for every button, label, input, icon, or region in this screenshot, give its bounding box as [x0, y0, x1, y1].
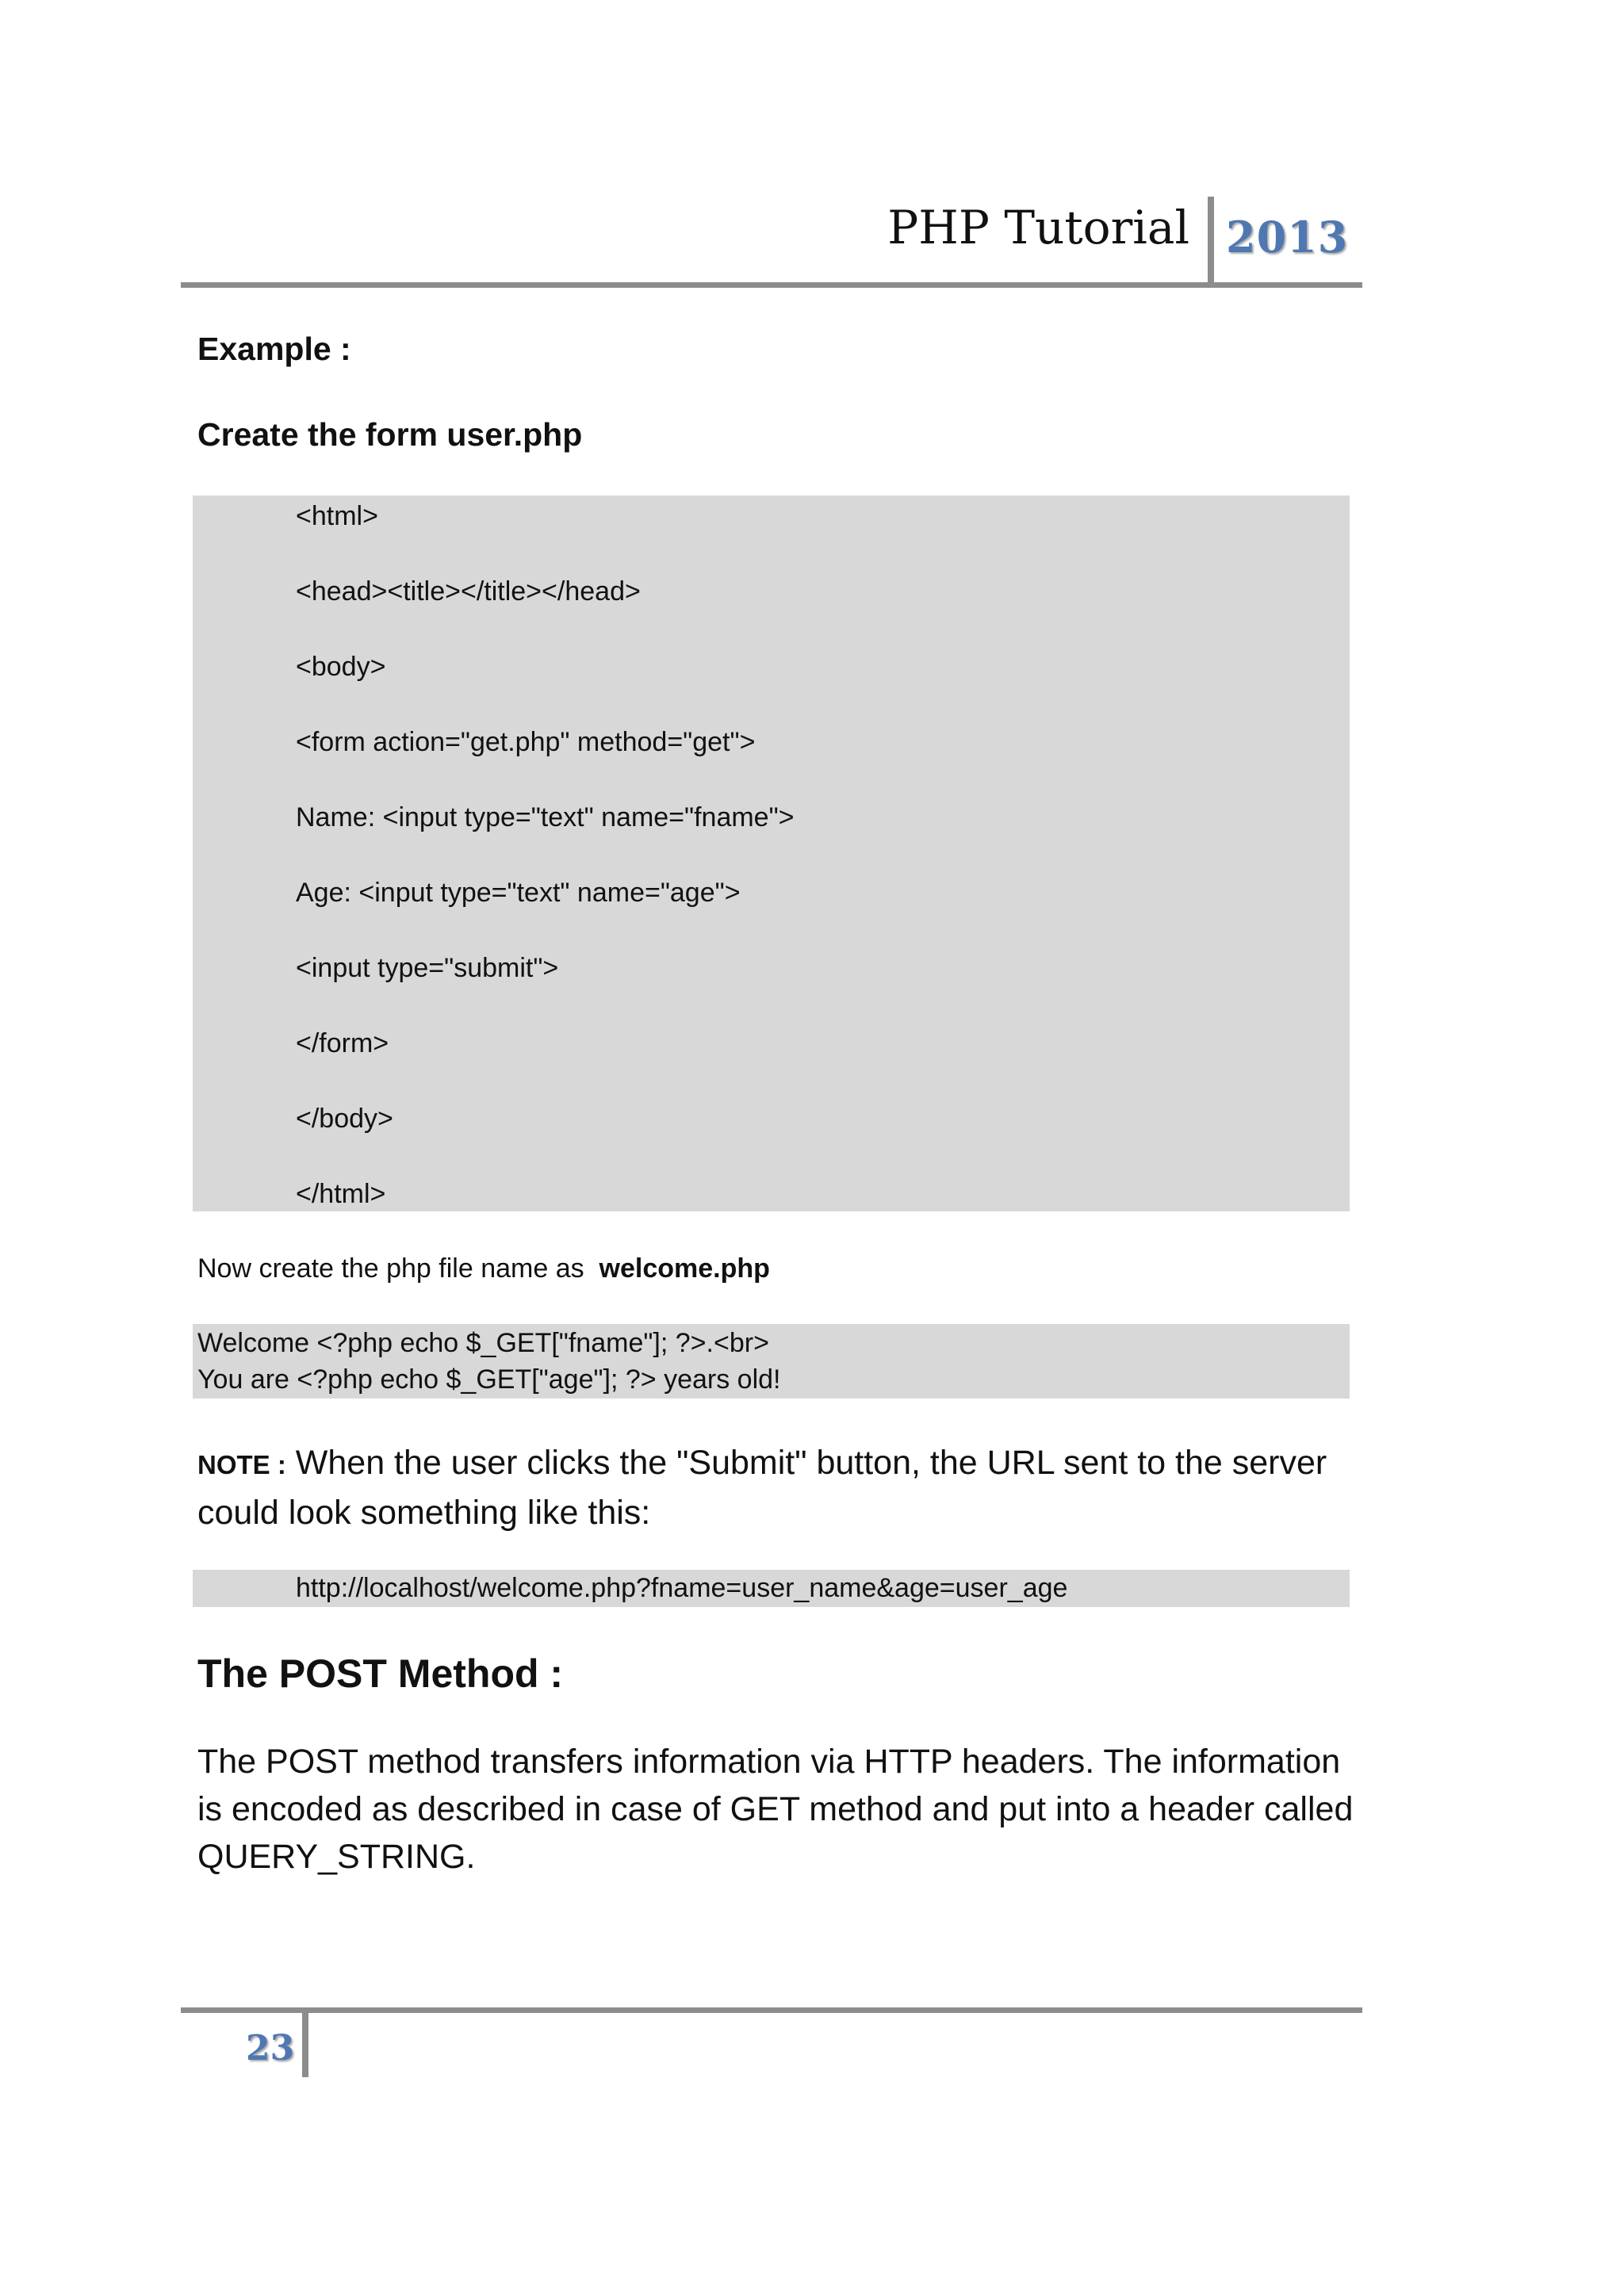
footer-rule [181, 2007, 1362, 2013]
welcome-filename: welcome.php [599, 1253, 770, 1284]
note-paragraph [197, 1439, 1355, 1536]
example-label: Example : [197, 331, 351, 367]
post-method-heading: The POST Method : [197, 1651, 564, 1696]
note-text: When the user clicks the "Submit" button, the URL sent to the server could look something like this: [197, 1444, 1327, 1532]
footer-divider [302, 2007, 308, 2077]
welcome-intro [197, 1253, 770, 1285]
code-line: <html> [296, 501, 378, 531]
code-line: </body> [296, 1104, 393, 1134]
document-title: PHP Tutorial [887, 201, 1189, 254]
document-year: 2013 [1226, 212, 1349, 262]
page-number: 23 [246, 2028, 295, 2068]
code-line: <form action="get.php" method="get"> [296, 727, 756, 757]
welcome-code-line: Welcome <?php echo $_GET["fname"]; ?>.<br> [197, 1328, 769, 1358]
header-divider [1208, 197, 1214, 285]
welcome-intro-text: Now create the php file name as [197, 1253, 584, 1284]
welcome-code-line: You are <?php echo $_GET["age"]; ?> years old! [197, 1364, 781, 1395]
form-heading: Create the form user.php [197, 416, 583, 453]
code-line: </form> [296, 1028, 389, 1058]
code-line: <head><title></title></head> [296, 576, 641, 607]
code-line: <body> [296, 652, 386, 682]
post-method-paragraph: The POST method transfers information via HTTP headers. The information is encoded as described in case of GET method and put into a header called QUERY_STRING. [197, 1743, 1354, 1876]
code-line: Age: <input type="text" name="age"> [296, 878, 741, 908]
code-line: </html> [296, 1179, 386, 1209]
note-label: NOTE : [197, 1450, 286, 1479]
header-rule [181, 282, 1362, 288]
code-line: <input type="submit"> [296, 953, 559, 983]
code-line: Name: <input type="text" name="fname"> [296, 802, 795, 832]
example-url: http://localhost/welcome.php?fname=user_name&age=user_age [296, 1573, 1068, 1603]
